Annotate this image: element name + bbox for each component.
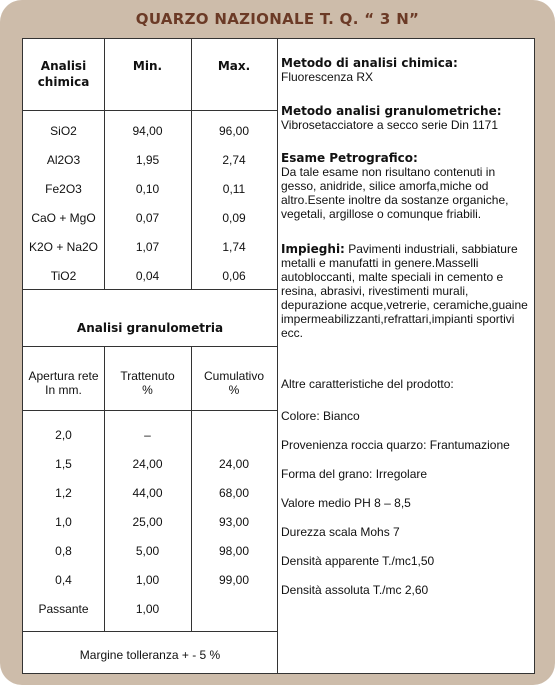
chem-cell-min: 0,10 [135,182,160,196]
gran-header-line: In mm. [45,383,82,397]
chem-cell-min: 94,00 [132,124,163,138]
chem-cell-min: 0,07 [135,211,160,225]
impieghi-text: Pavimenti industriali, sabbiature metalli e manufatti in genere.Masselli autobloccanti, malte speciali in cemento e resina, abrasivi, rivestimenti murali, depurazione acque,vetrerie, ceramiche,guaine impermeabilizzanti,refrattari,impianti sportivi ecc. [281,242,528,340]
divider [23,410,277,411]
chem-header-max: Max. [217,59,251,73]
chem-cell-min: 1,95 [135,153,160,167]
gran-cell-c: 99,00 [218,573,250,587]
gran-header-cumulativo [191,369,277,397]
chem-cell-max: 1,74 [222,240,246,254]
property-item: Forma del grano: Irregolare [281,467,428,481]
metodo-gran-heading: Metodo analisi granulometriche: [281,104,502,118]
chem-cell-max: 0,09 [222,211,246,225]
chem-cell-max: 96,00 [218,124,250,138]
page-title: QUARZO NAZIONALE T. Q. “ 3 N” [135,10,420,28]
gran-header-line: Cumulativo [203,369,265,383]
gran-cell-t: – [144,428,151,442]
gran-cell-c: 98,00 [218,544,250,558]
gran-cell-t: 25,00 [132,515,163,529]
property-item: Densità apparente T./mc1,50 [281,554,435,568]
gran-header-line: % [142,383,153,397]
gran-cell-a: 1,0 [55,515,72,529]
gran-header-line: % [228,383,240,397]
altre-heading: Altre caratteristiche del prodotto: [281,377,454,391]
gran-cell-t: 1,00 [135,573,160,587]
gran-cell-t: 1,00 [135,602,160,616]
metodo-chimica-text: Fluorescenza RX [281,70,374,84]
impieghi-heading: Impieghi: [281,242,345,256]
gran-header-apertura [23,369,104,397]
chem-cell-name: CaO + MgO [31,211,96,225]
chem-header-line: Analisi [40,59,87,73]
petro-text: Da tale esame non risultano contenuti in gesso, anidride, silice amorfa,miche od altro.Esente inoltre da sostanze organiche, vegetali, argillose o comunque friabili. [281,165,509,221]
gran-cell-t: 24,00 [132,457,163,471]
property-item: Densità assoluta T./mc 2,60 [281,583,429,597]
chem-cell-name: Al2O3 [46,153,81,167]
chem-cell-min: 0,04 [135,269,160,283]
gran-header-line: Apertura rete [28,369,99,383]
impieghi [281,242,533,340]
gran-cell-a: 1,2 [55,486,72,500]
chem-header-analisi [23,58,104,90]
gran-cell-t: 5,00 [135,544,160,558]
metodo-gran-text: Vibrosetacciatore a secco serie Din 1171 [281,118,499,132]
chem-header-line: chimica [37,75,90,89]
gran-cell-t: 44,00 [132,486,163,500]
divider [23,631,277,632]
chem-cell-name: TiO2 [50,269,77,283]
divider [23,289,277,290]
chem-header-min: Min. [132,59,163,73]
chem-cell-name: K2O + Na2O [28,240,99,254]
petro-heading: Esame Petrografico: [281,151,418,165]
chem-cell-max: 0,11 [222,182,246,196]
gran-title: Analisi granulometria [76,321,224,335]
chem-cell-min: 1,07 [135,240,160,254]
chem-cell-max: 0,06 [222,269,246,283]
esame-petrografico [281,151,533,221]
gran-cell-c: 68,00 [218,486,250,500]
divider [23,110,277,111]
gran-cell-a: 0,8 [55,544,72,558]
gran-cell-c: 24,00 [218,457,250,471]
gran-cell-a: 2,0 [55,428,72,442]
chem-cell-name: SiO2 [50,124,77,138]
gran-cell-c: 93,00 [218,515,250,529]
gran-cell-a: Passante [38,602,89,616]
gran-header-trattenuto [104,369,191,397]
metodo-chimica [281,56,533,84]
property-item: Colore: Bianco [281,409,360,423]
chem-cell-max: 2,74 [222,153,246,167]
property-item: Valore medio PH 8 – 8,5 [281,496,411,510]
gran-cell-a: 0,4 [55,573,72,587]
gran-cell-a: 1,5 [55,457,72,471]
datasheet [22,38,535,674]
chem-cell-name: Fe2O3 [45,182,82,196]
property-item: Provenienza roccia quarzo: Frantumazione [281,438,510,452]
tolerance-note: Margine tolleranza + - 5 % [79,648,221,662]
metodo-chimica-heading: Metodo di analisi chimica: [281,56,458,70]
metodo-gran [281,104,533,132]
gran-header-line: Trattenuto [120,369,175,383]
property-item: Durezza scala Mohs 7 [281,525,400,539]
divider [277,39,278,673]
divider [23,346,277,347]
